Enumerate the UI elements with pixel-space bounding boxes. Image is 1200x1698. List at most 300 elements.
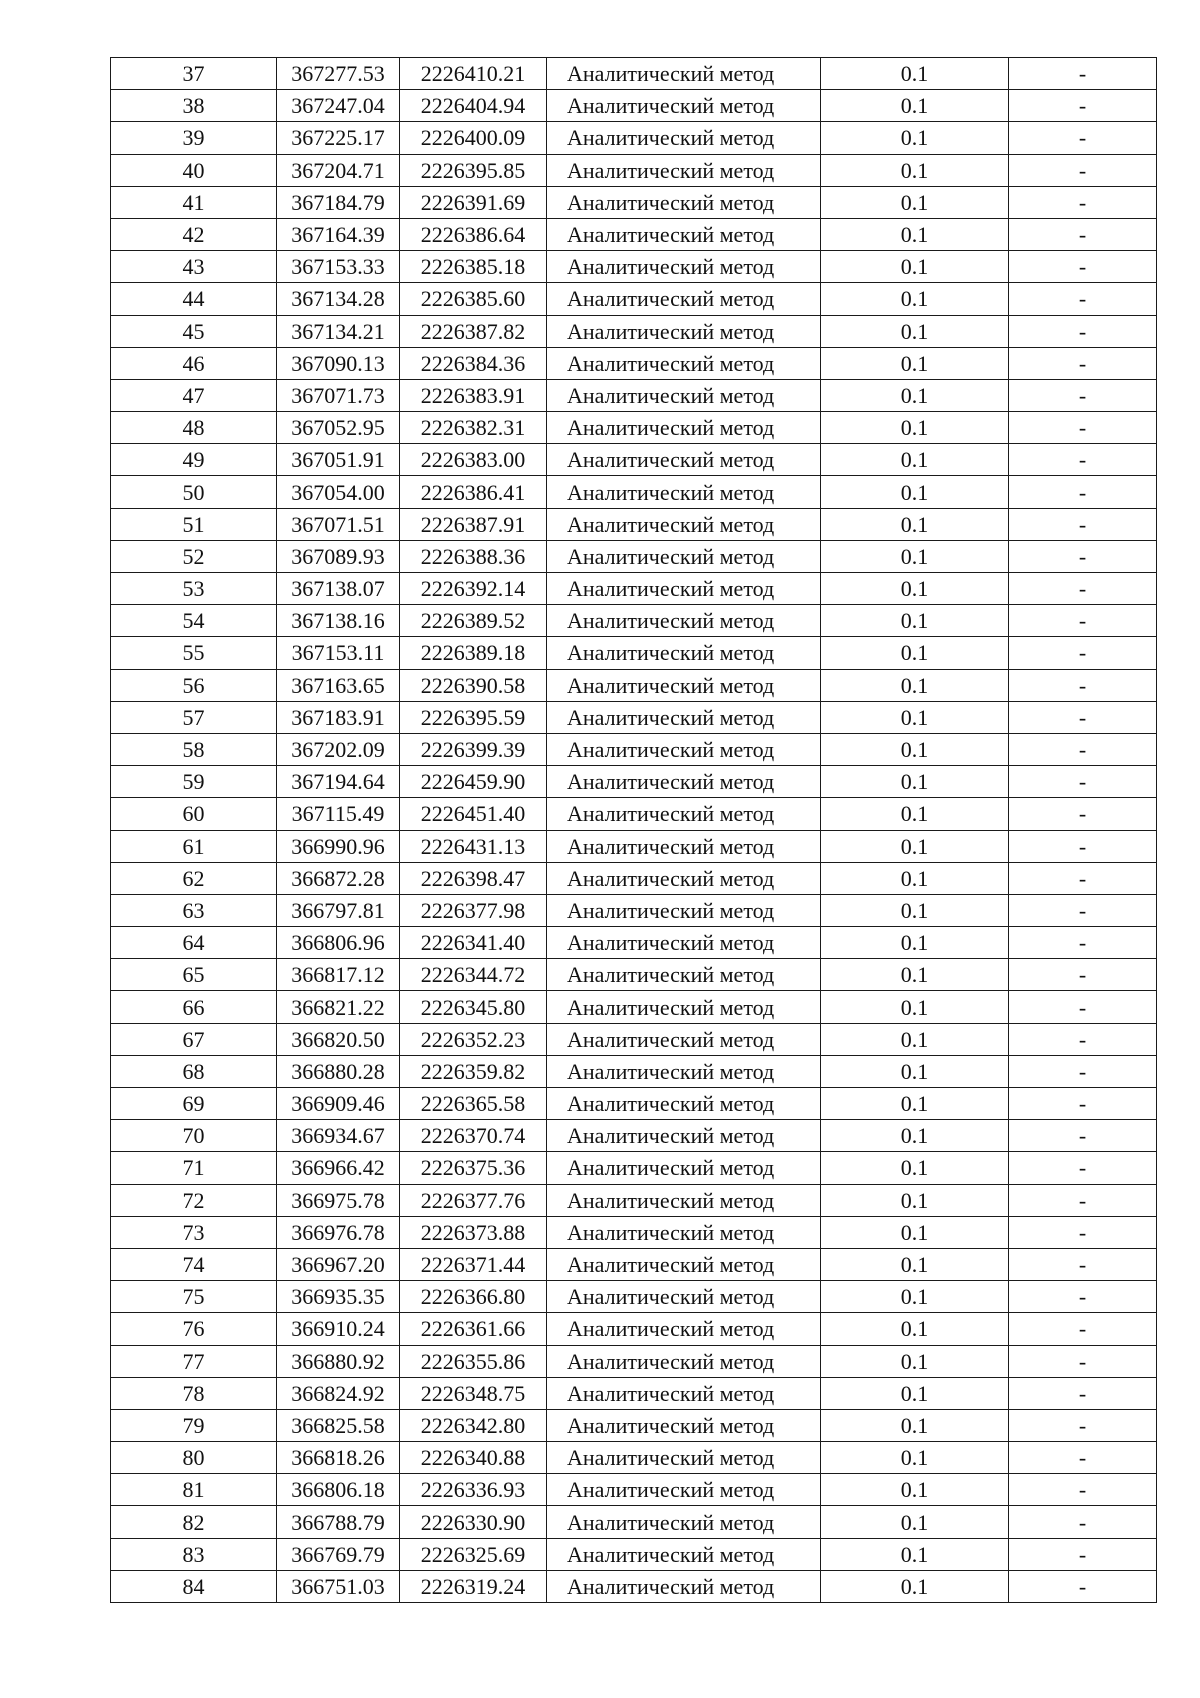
y-coordinate-cell: 2226344.72	[400, 959, 547, 991]
table-row	[111, 1345, 1157, 1377]
table-row	[111, 1152, 1157, 1184]
accuracy-cell: 0.1	[821, 573, 1009, 605]
note-cell: -	[1009, 444, 1157, 476]
note-cell: -	[1009, 1248, 1157, 1280]
accuracy-cell: 0.1	[821, 1538, 1009, 1570]
method-cell: Аналитический метод	[547, 1570, 821, 1602]
table-row	[111, 669, 1157, 701]
y-coordinate-cell: 2226352.23	[400, 1023, 547, 1055]
method-cell: Аналитический метод	[547, 283, 821, 315]
x-coordinate-cell: 367054.00	[277, 476, 400, 508]
method-cell: Аналитический метод	[547, 1152, 821, 1184]
point-number-cell: 66	[111, 991, 277, 1023]
table-row	[111, 1377, 1157, 1409]
method-cell: Аналитический метод	[547, 347, 821, 379]
note-cell: -	[1009, 1088, 1157, 1120]
table-row	[111, 1538, 1157, 1570]
note-cell: -	[1009, 1570, 1157, 1602]
table-row	[111, 1216, 1157, 1248]
x-coordinate-cell: 366824.92	[277, 1377, 400, 1409]
accuracy-cell: 0.1	[821, 283, 1009, 315]
accuracy-cell: 0.1	[821, 444, 1009, 476]
table-row	[111, 90, 1157, 122]
accuracy-cell: 0.1	[821, 347, 1009, 379]
note-cell: -	[1009, 1313, 1157, 1345]
y-coordinate-cell: 2226451.40	[400, 798, 547, 830]
point-number-cell: 76	[111, 1313, 277, 1345]
table-row	[111, 862, 1157, 894]
x-coordinate-cell: 367183.91	[277, 701, 400, 733]
method-cell: Аналитический метод	[547, 669, 821, 701]
method-cell: Аналитический метод	[547, 573, 821, 605]
y-coordinate-cell: 2226459.90	[400, 766, 547, 798]
table-row	[111, 830, 1157, 862]
x-coordinate-cell: 367194.64	[277, 766, 400, 798]
point-number-cell: 80	[111, 1442, 277, 1474]
method-cell: Аналитический метод	[547, 315, 821, 347]
accuracy-cell: 0.1	[821, 798, 1009, 830]
x-coordinate-cell: 367090.13	[277, 347, 400, 379]
point-number-cell: 51	[111, 508, 277, 540]
y-coordinate-cell: 2226345.80	[400, 991, 547, 1023]
table-row	[111, 508, 1157, 540]
point-number-cell: 75	[111, 1281, 277, 1313]
method-cell: Аналитический метод	[547, 1442, 821, 1474]
point-number-cell: 56	[111, 669, 277, 701]
point-number-cell: 41	[111, 186, 277, 218]
point-number-cell: 53	[111, 573, 277, 605]
method-cell: Аналитический метод	[547, 1088, 821, 1120]
method-cell: Аналитический метод	[547, 540, 821, 572]
y-coordinate-cell: 2226361.66	[400, 1313, 547, 1345]
table-row	[111, 347, 1157, 379]
method-cell: Аналитический метод	[547, 1216, 821, 1248]
x-coordinate-cell: 367115.49	[277, 798, 400, 830]
accuracy-cell: 0.1	[821, 1023, 1009, 1055]
accuracy-cell: 0.1	[821, 1377, 1009, 1409]
table-row	[111, 1313, 1157, 1345]
x-coordinate-cell: 366909.46	[277, 1088, 400, 1120]
note-cell: -	[1009, 218, 1157, 250]
x-coordinate-cell: 366966.42	[277, 1152, 400, 1184]
note-cell: -	[1009, 1281, 1157, 1313]
note-cell: -	[1009, 1023, 1157, 1055]
note-cell: -	[1009, 573, 1157, 605]
note-cell: -	[1009, 1506, 1157, 1538]
accuracy-cell: 0.1	[821, 122, 1009, 154]
table-row	[111, 1023, 1157, 1055]
y-coordinate-cell: 2226340.88	[400, 1442, 547, 1474]
method-cell: Аналитический метод	[547, 218, 821, 250]
table-row	[111, 1409, 1157, 1441]
point-number-cell: 42	[111, 218, 277, 250]
y-coordinate-cell: 2226387.91	[400, 508, 547, 540]
point-number-cell: 83	[111, 1538, 277, 1570]
note-cell: -	[1009, 927, 1157, 959]
accuracy-cell: 0.1	[821, 1345, 1009, 1377]
accuracy-cell: 0.1	[821, 540, 1009, 572]
x-coordinate-cell: 366817.12	[277, 959, 400, 991]
table-row	[111, 218, 1157, 250]
table-row	[111, 959, 1157, 991]
point-number-cell: 57	[111, 701, 277, 733]
method-cell: Аналитический метод	[547, 701, 821, 733]
point-number-cell: 60	[111, 798, 277, 830]
x-coordinate-cell: 367277.53	[277, 58, 400, 90]
method-cell: Аналитический метод	[547, 1055, 821, 1087]
y-coordinate-cell: 2226400.09	[400, 122, 547, 154]
note-cell: -	[1009, 862, 1157, 894]
point-number-cell: 52	[111, 540, 277, 572]
method-cell: Аналитический метод	[547, 1248, 821, 1280]
y-coordinate-cell: 2226404.94	[400, 90, 547, 122]
note-cell: -	[1009, 379, 1157, 411]
note-cell: -	[1009, 766, 1157, 798]
method-cell: Аналитический метод	[547, 58, 821, 90]
method-cell: Аналитический метод	[547, 251, 821, 283]
point-number-cell: 77	[111, 1345, 277, 1377]
x-coordinate-cell: 366880.92	[277, 1345, 400, 1377]
note-cell: -	[1009, 1120, 1157, 1152]
x-coordinate-cell: 366818.26	[277, 1442, 400, 1474]
x-coordinate-cell: 367138.07	[277, 573, 400, 605]
accuracy-cell: 0.1	[821, 1570, 1009, 1602]
x-coordinate-cell: 366806.18	[277, 1474, 400, 1506]
point-number-cell: 61	[111, 830, 277, 862]
y-coordinate-cell: 2226399.39	[400, 733, 547, 765]
note-cell: -	[1009, 251, 1157, 283]
point-number-cell: 64	[111, 927, 277, 959]
y-coordinate-cell: 2226365.58	[400, 1088, 547, 1120]
y-coordinate-cell: 2226386.64	[400, 218, 547, 250]
note-cell: -	[1009, 540, 1157, 572]
accuracy-cell: 0.1	[821, 508, 1009, 540]
x-coordinate-cell: 367134.21	[277, 315, 400, 347]
method-cell: Аналитический метод	[547, 1281, 821, 1313]
method-cell: Аналитический метод	[547, 412, 821, 444]
x-coordinate-cell: 366751.03	[277, 1570, 400, 1602]
coordinates-table-body	[111, 58, 1157, 1603]
accuracy-cell: 0.1	[821, 1184, 1009, 1216]
note-cell: -	[1009, 637, 1157, 669]
table-row	[111, 573, 1157, 605]
y-coordinate-cell: 2226391.69	[400, 186, 547, 218]
table-row	[111, 798, 1157, 830]
y-coordinate-cell: 2226386.41	[400, 476, 547, 508]
accuracy-cell: 0.1	[821, 218, 1009, 250]
table-row	[111, 1442, 1157, 1474]
point-number-cell: 72	[111, 1184, 277, 1216]
note-cell: -	[1009, 1409, 1157, 1441]
x-coordinate-cell: 367204.71	[277, 154, 400, 186]
table-row	[111, 283, 1157, 315]
point-number-cell: 39	[111, 122, 277, 154]
accuracy-cell: 0.1	[821, 58, 1009, 90]
x-coordinate-cell: 367164.39	[277, 218, 400, 250]
point-number-cell: 69	[111, 1088, 277, 1120]
x-coordinate-cell: 367134.28	[277, 283, 400, 315]
x-coordinate-cell: 366820.50	[277, 1023, 400, 1055]
table-row	[111, 637, 1157, 669]
accuracy-cell: 0.1	[821, 766, 1009, 798]
y-coordinate-cell: 2226371.44	[400, 1248, 547, 1280]
method-cell: Аналитический метод	[547, 379, 821, 411]
table-row	[111, 1120, 1157, 1152]
accuracy-cell: 0.1	[821, 476, 1009, 508]
point-number-cell: 38	[111, 90, 277, 122]
method-cell: Аналитический метод	[547, 637, 821, 669]
accuracy-cell: 0.1	[821, 1088, 1009, 1120]
note-cell: -	[1009, 412, 1157, 444]
x-coordinate-cell: 366797.81	[277, 894, 400, 926]
y-coordinate-cell: 2226319.24	[400, 1570, 547, 1602]
method-cell: Аналитический метод	[547, 862, 821, 894]
y-coordinate-cell: 2226342.80	[400, 1409, 547, 1441]
y-coordinate-cell: 2226395.59	[400, 701, 547, 733]
accuracy-cell: 0.1	[821, 1474, 1009, 1506]
x-coordinate-cell: 367184.79	[277, 186, 400, 218]
x-coordinate-cell: 366880.28	[277, 1055, 400, 1087]
x-coordinate-cell: 366910.24	[277, 1313, 400, 1345]
note-cell: -	[1009, 1055, 1157, 1087]
accuracy-cell: 0.1	[821, 90, 1009, 122]
point-number-cell: 37	[111, 58, 277, 90]
accuracy-cell: 0.1	[821, 637, 1009, 669]
table-row	[111, 476, 1157, 508]
point-number-cell: 62	[111, 862, 277, 894]
accuracy-cell: 0.1	[821, 991, 1009, 1023]
accuracy-cell: 0.1	[821, 1216, 1009, 1248]
table-row	[111, 766, 1157, 798]
x-coordinate-cell: 366806.96	[277, 927, 400, 959]
x-coordinate-cell: 367089.93	[277, 540, 400, 572]
accuracy-cell: 0.1	[821, 315, 1009, 347]
y-coordinate-cell: 2226348.75	[400, 1377, 547, 1409]
x-coordinate-cell: 367052.95	[277, 412, 400, 444]
x-coordinate-cell: 367202.09	[277, 733, 400, 765]
note-cell: -	[1009, 894, 1157, 926]
point-number-cell: 82	[111, 1506, 277, 1538]
method-cell: Аналитический метод	[547, 959, 821, 991]
table-row	[111, 379, 1157, 411]
point-number-cell: 40	[111, 154, 277, 186]
table-row	[111, 1184, 1157, 1216]
accuracy-cell: 0.1	[821, 412, 1009, 444]
y-coordinate-cell: 2226325.69	[400, 1538, 547, 1570]
method-cell: Аналитический метод	[547, 1538, 821, 1570]
accuracy-cell: 0.1	[821, 251, 1009, 283]
note-cell: -	[1009, 347, 1157, 379]
method-cell: Аналитический метод	[547, 766, 821, 798]
y-coordinate-cell: 2226377.98	[400, 894, 547, 926]
coordinates-table	[110, 57, 1157, 1603]
point-number-cell: 68	[111, 1055, 277, 1087]
method-cell: Аналитический метод	[547, 1023, 821, 1055]
x-coordinate-cell: 366769.79	[277, 1538, 400, 1570]
method-cell: Аналитический метод	[547, 1506, 821, 1538]
accuracy-cell: 0.1	[821, 1055, 1009, 1087]
method-cell: Аналитический метод	[547, 154, 821, 186]
note-cell: -	[1009, 283, 1157, 315]
y-coordinate-cell: 2226377.76	[400, 1184, 547, 1216]
y-coordinate-cell: 2226385.60	[400, 283, 547, 315]
note-cell: -	[1009, 58, 1157, 90]
y-coordinate-cell: 2226366.80	[400, 1281, 547, 1313]
point-number-cell: 74	[111, 1248, 277, 1280]
point-number-cell: 44	[111, 283, 277, 315]
accuracy-cell: 0.1	[821, 605, 1009, 637]
method-cell: Аналитический метод	[547, 476, 821, 508]
note-cell: -	[1009, 315, 1157, 347]
method-cell: Аналитический метод	[547, 798, 821, 830]
note-cell: -	[1009, 1216, 1157, 1248]
y-coordinate-cell: 2226355.86	[400, 1345, 547, 1377]
table-row	[111, 701, 1157, 733]
accuracy-cell: 0.1	[821, 1442, 1009, 1474]
method-cell: Аналитический метод	[547, 1120, 821, 1152]
point-number-cell: 63	[111, 894, 277, 926]
accuracy-cell: 0.1	[821, 959, 1009, 991]
x-coordinate-cell: 366872.28	[277, 862, 400, 894]
y-coordinate-cell: 2226330.90	[400, 1506, 547, 1538]
method-cell: Аналитический метод	[547, 186, 821, 218]
table-row	[111, 1281, 1157, 1313]
point-number-cell: 43	[111, 251, 277, 283]
y-coordinate-cell: 2226388.36	[400, 540, 547, 572]
accuracy-cell: 0.1	[821, 379, 1009, 411]
method-cell: Аналитический метод	[547, 122, 821, 154]
point-number-cell: 54	[111, 605, 277, 637]
x-coordinate-cell: 367051.91	[277, 444, 400, 476]
y-coordinate-cell: 2226336.93	[400, 1474, 547, 1506]
x-coordinate-cell: 367247.04	[277, 90, 400, 122]
method-cell: Аналитический метод	[547, 1409, 821, 1441]
table-row	[111, 122, 1157, 154]
y-coordinate-cell: 2226398.47	[400, 862, 547, 894]
point-number-cell: 65	[111, 959, 277, 991]
accuracy-cell: 0.1	[821, 1313, 1009, 1345]
table-row	[111, 894, 1157, 926]
y-coordinate-cell: 2226384.36	[400, 347, 547, 379]
note-cell: -	[1009, 733, 1157, 765]
accuracy-cell: 0.1	[821, 733, 1009, 765]
x-coordinate-cell: 366975.78	[277, 1184, 400, 1216]
table-row	[111, 154, 1157, 186]
y-coordinate-cell: 2226373.88	[400, 1216, 547, 1248]
table-row	[111, 1248, 1157, 1280]
x-coordinate-cell: 367153.33	[277, 251, 400, 283]
table-row	[111, 251, 1157, 283]
point-number-cell: 71	[111, 1152, 277, 1184]
accuracy-cell: 0.1	[821, 1120, 1009, 1152]
x-coordinate-cell: 367138.16	[277, 605, 400, 637]
accuracy-cell: 0.1	[821, 669, 1009, 701]
note-cell: -	[1009, 122, 1157, 154]
point-number-cell: 84	[111, 1570, 277, 1602]
method-cell: Аналитический метод	[547, 894, 821, 926]
method-cell: Аналитический метод	[547, 1313, 821, 1345]
accuracy-cell: 0.1	[821, 1152, 1009, 1184]
point-number-cell: 48	[111, 412, 277, 444]
x-coordinate-cell: 366825.58	[277, 1409, 400, 1441]
note-cell: -	[1009, 1345, 1157, 1377]
method-cell: Аналитический метод	[547, 605, 821, 637]
accuracy-cell: 0.1	[821, 862, 1009, 894]
y-coordinate-cell: 2226385.18	[400, 251, 547, 283]
x-coordinate-cell: 367153.11	[277, 637, 400, 669]
table-row	[111, 540, 1157, 572]
method-cell: Аналитический метод	[547, 991, 821, 1023]
point-number-cell: 78	[111, 1377, 277, 1409]
table-row	[111, 605, 1157, 637]
table-row	[111, 1088, 1157, 1120]
note-cell: -	[1009, 959, 1157, 991]
accuracy-cell: 0.1	[821, 186, 1009, 218]
note-cell: -	[1009, 669, 1157, 701]
x-coordinate-cell: 366788.79	[277, 1506, 400, 1538]
note-cell: -	[1009, 701, 1157, 733]
note-cell: -	[1009, 830, 1157, 862]
table-row	[111, 315, 1157, 347]
y-coordinate-cell: 2226382.31	[400, 412, 547, 444]
method-cell: Аналитический метод	[547, 927, 821, 959]
point-number-cell: 45	[111, 315, 277, 347]
x-coordinate-cell: 367071.73	[277, 379, 400, 411]
accuracy-cell: 0.1	[821, 1248, 1009, 1280]
point-number-cell: 49	[111, 444, 277, 476]
y-coordinate-cell: 2226392.14	[400, 573, 547, 605]
y-coordinate-cell: 2226387.82	[400, 315, 547, 347]
table-row	[111, 1570, 1157, 1602]
table-row	[111, 927, 1157, 959]
method-cell: Аналитический метод	[547, 1474, 821, 1506]
method-cell: Аналитический метод	[547, 508, 821, 540]
point-number-cell: 47	[111, 379, 277, 411]
note-cell: -	[1009, 798, 1157, 830]
method-cell: Аналитический метод	[547, 90, 821, 122]
table-row	[111, 1506, 1157, 1538]
y-coordinate-cell: 2226389.18	[400, 637, 547, 669]
method-cell: Аналитический метод	[547, 1184, 821, 1216]
accuracy-cell: 0.1	[821, 830, 1009, 862]
method-cell: Аналитический метод	[547, 444, 821, 476]
x-coordinate-cell: 366821.22	[277, 991, 400, 1023]
accuracy-cell: 0.1	[821, 154, 1009, 186]
x-coordinate-cell: 367071.51	[277, 508, 400, 540]
note-cell: -	[1009, 991, 1157, 1023]
note-cell: -	[1009, 1442, 1157, 1474]
table-row	[111, 1474, 1157, 1506]
note-cell: -	[1009, 154, 1157, 186]
y-coordinate-cell: 2226389.52	[400, 605, 547, 637]
table-row	[111, 1055, 1157, 1087]
note-cell: -	[1009, 476, 1157, 508]
method-cell: Аналитический метод	[547, 1377, 821, 1409]
point-number-cell: 81	[111, 1474, 277, 1506]
note-cell: -	[1009, 186, 1157, 218]
table-row	[111, 733, 1157, 765]
y-coordinate-cell: 2226341.40	[400, 927, 547, 959]
point-number-cell: 58	[111, 733, 277, 765]
x-coordinate-cell: 366967.20	[277, 1248, 400, 1280]
x-coordinate-cell: 366976.78	[277, 1216, 400, 1248]
method-cell: Аналитический метод	[547, 733, 821, 765]
accuracy-cell: 0.1	[821, 701, 1009, 733]
table-row	[111, 186, 1157, 218]
table-row	[111, 412, 1157, 444]
y-coordinate-cell: 2226383.91	[400, 379, 547, 411]
point-number-cell: 73	[111, 1216, 277, 1248]
